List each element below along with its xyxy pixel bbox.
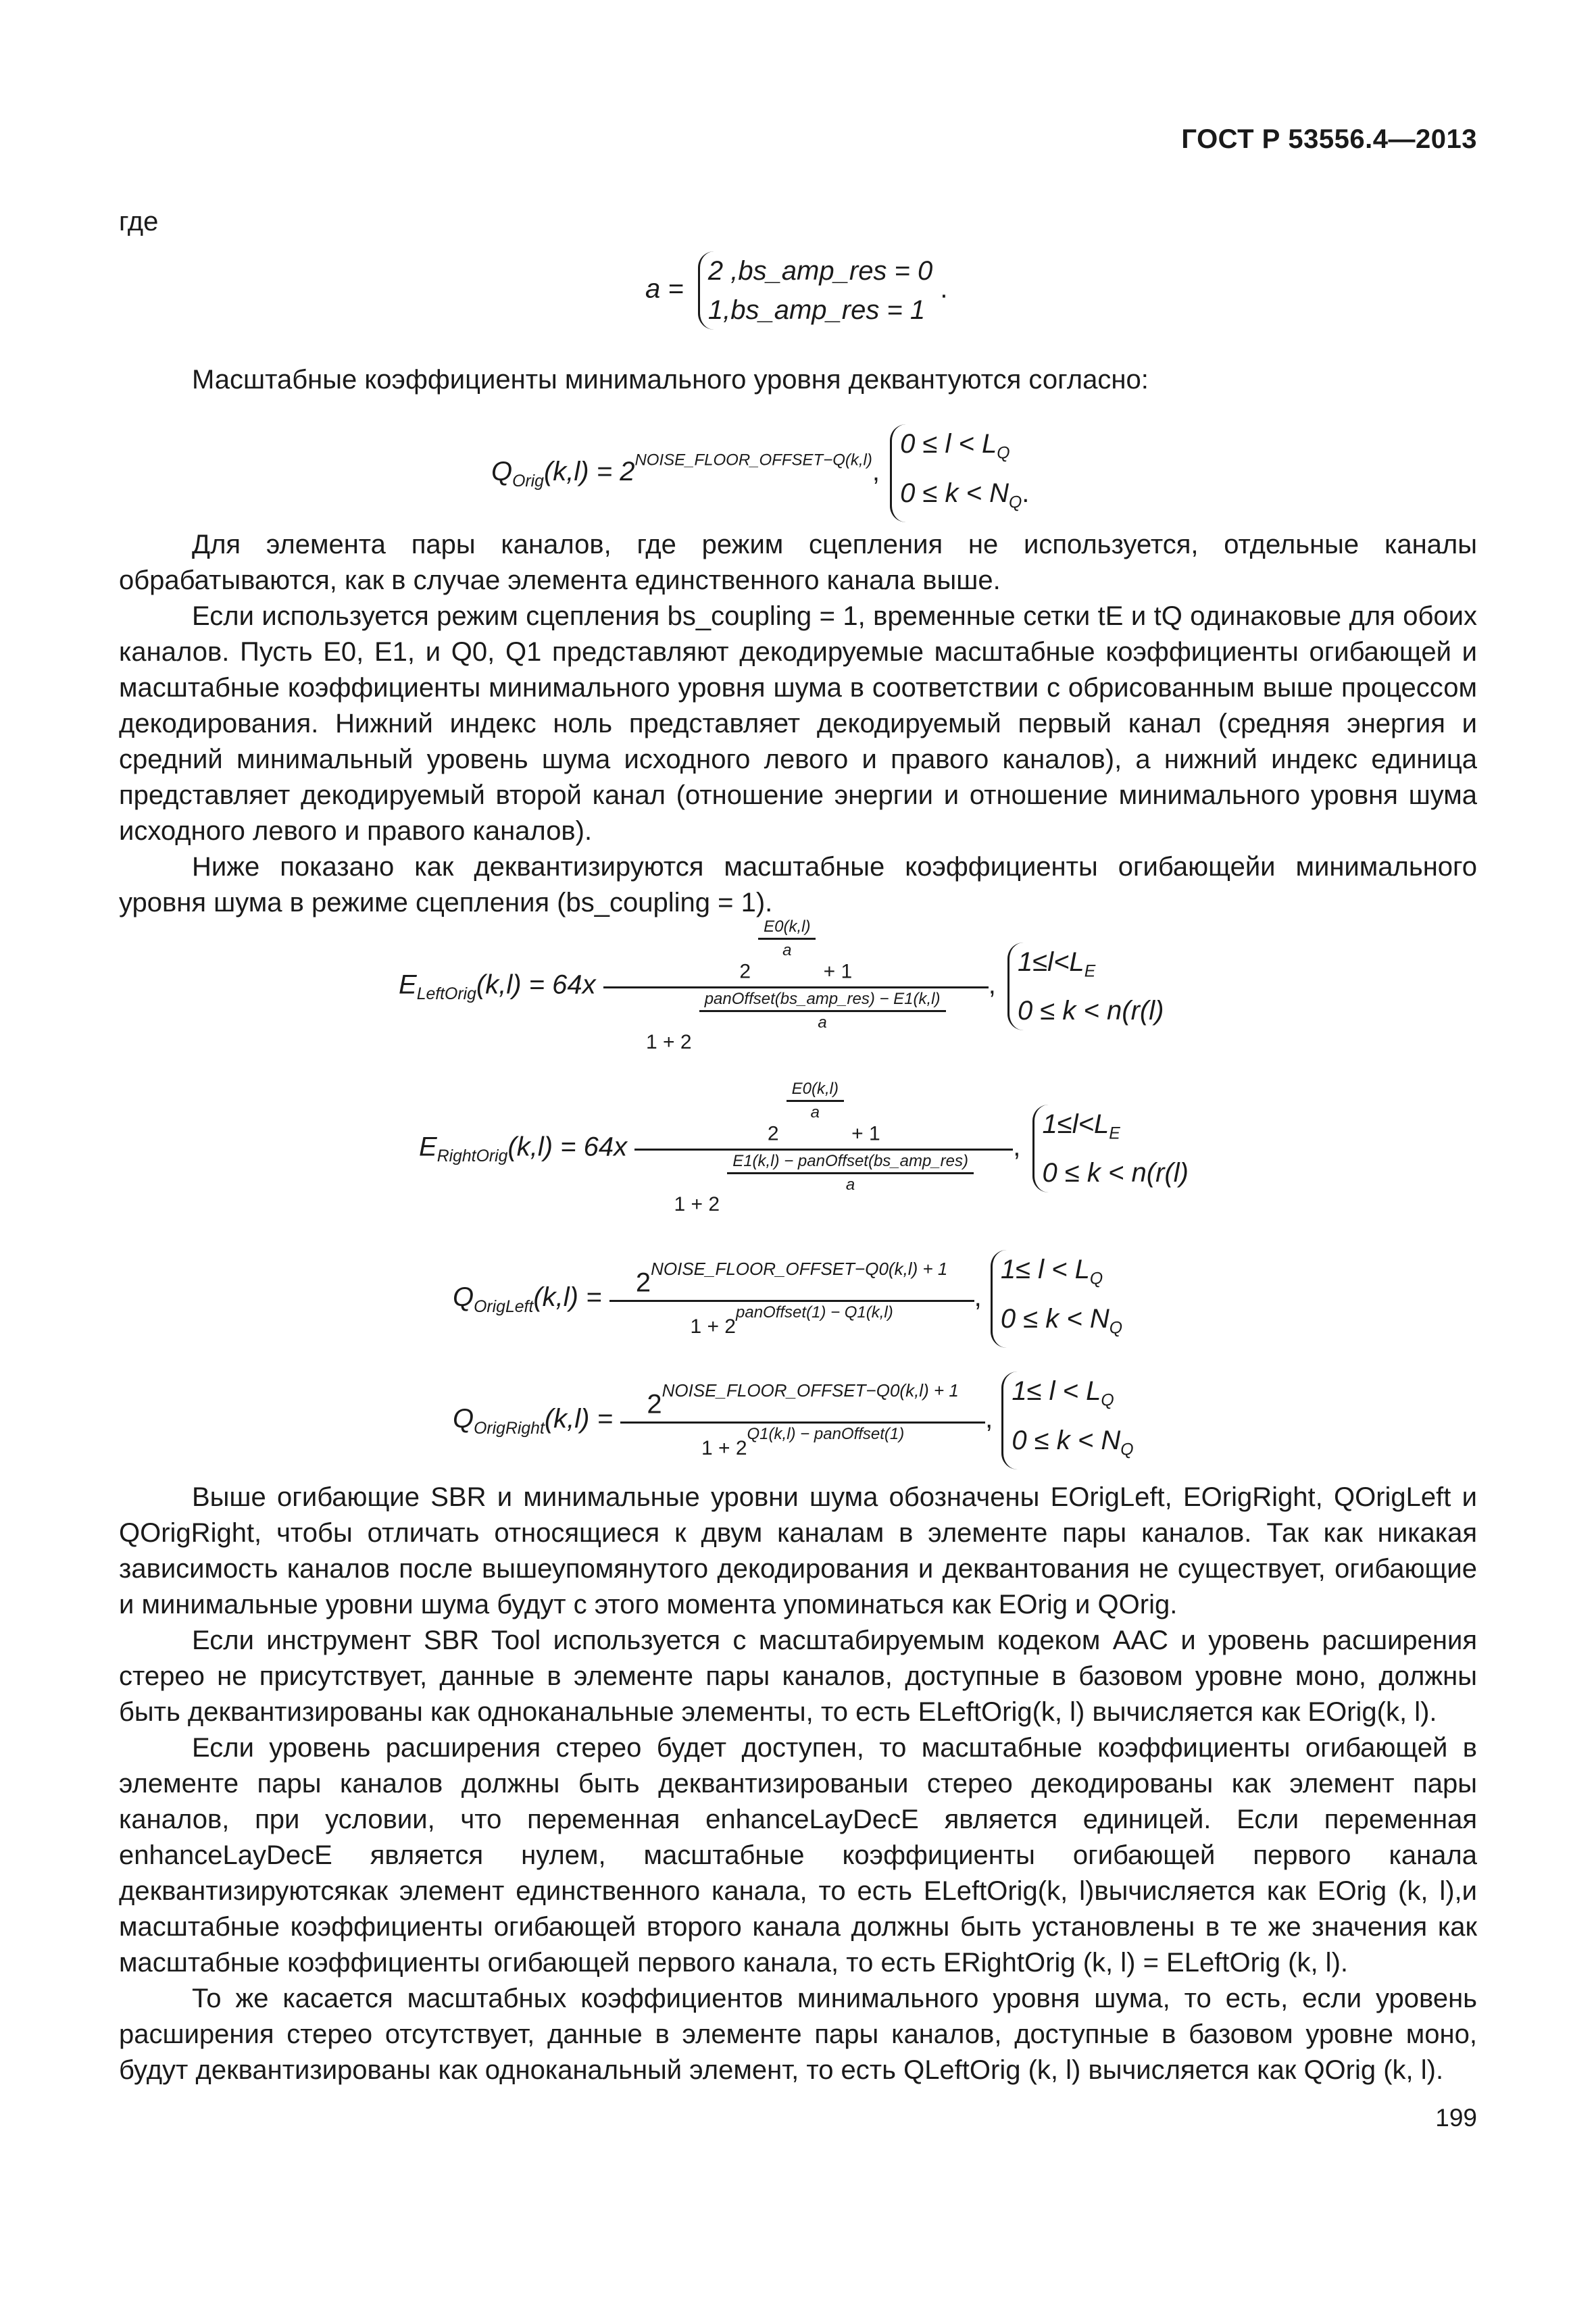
q-left-args: (k,l) = — [533, 1282, 602, 1313]
e-left-num-top: E0(k,l) — [758, 917, 816, 940]
paragraph-block-1 — [119, 527, 1477, 921]
paragraph-8: То же касается масштабных коэффициентов минимального уровня шума, то есть, если уровень расширения стерео отсутствует, данные в элементе пары каналов, доступные в базовом уровне моно, будут деквантизированы как одноканальный элемент, то есть QLeftOrig (k, l) вычисляется как QOrig (k, l). — [119, 1984, 1477, 2085]
q-right-lhs-sub: OrigRight — [474, 1419, 545, 1438]
formula-q-right: $Q_{OrigRight}(k,l)$ = $\frac{2^{NOISE\_FLOOR\_OFFSET-Q0(k,l) + 1}}{1 + 2^{Q1(k,l) - panOffset(1)}}$ , $1\le l < L_Q$ $0 \le k < N_Q$ — [453, 1372, 1134, 1469]
formula-a-case1: 2 ,bs_amp_res = 0 — [707, 256, 933, 286]
e-right-case1: 1≤l<L — [1042, 1109, 1109, 1139]
e-right-num-base: 2 — [767, 1122, 779, 1145]
q-left-case2: 0 ≤ k < N — [1000, 1303, 1109, 1334]
e-left-args: (k,l) = 64x — [476, 970, 596, 1000]
formula-q-case1: 0 ≤ l < L — [900, 429, 997, 459]
e-left-lhs-sub: LeftOrig — [416, 985, 476, 1004]
q-right-lhs: Q — [453, 1404, 474, 1434]
e-right-case1-sub: E — [1109, 1124, 1120, 1143]
e-right-num-a: a — [810, 1103, 820, 1122]
formula-a-end: . — [940, 274, 948, 304]
q-right-den: 1 + 2 — [701, 1436, 747, 1459]
formula-a — [645, 251, 948, 330]
q-right-args: (k,l) = — [544, 1404, 613, 1434]
formula-q-exp: NOISE_FLOOR_OFFSET−Q(k,l) — [634, 451, 872, 470]
e-right-case2: 0 ≤ k < n(r(l) — [1042, 1158, 1189, 1188]
formula-q: $Q_{Orig}(k,l) = 2^{NOISE\_FLOOR\_OFFSET-Q(k,l)}$, $0 \le l < L_Q$ $0 \le k < N_Q$. — [491, 424, 1029, 522]
formula-q-case1-sub: Q — [997, 444, 1010, 463]
formula-q-lhs-sub: Orig — [512, 472, 544, 491]
q-left-num: 2 — [635, 1267, 651, 1298]
q-right-case1: 1≤ l < L — [1012, 1376, 1101, 1406]
e-right-lhs-sub: RightOrig — [437, 1147, 508, 1166]
formula-q-lhs: Q — [491, 457, 513, 487]
paragraph-1-container — [119, 362, 1477, 398]
q-left-lhs-sub: OrigLeft — [474, 1297, 534, 1316]
q-right-den-exp: Q1(k,l) − panOffset(1) — [747, 1424, 905, 1443]
paragraph-3: Если используется режим сцепления bs_coupling = 1, временные сетки tE и tQ одинаковые для обоих каналов. Пусть E0, E1, и Q0, Q1 представляют декодируемые масштабные коэффициенты огибающей и масштабные коэффициенты минимального уровня шума в соответствии с обрисованным выше процессом декодирования. Нижний индекс ноль представляет декодируемый первый канал (средняя энергия и средний минимальный уровень шума исходного левого и правого каналов), а нижний индекс единица представляет декодируемый второй канал (отношение энергии и отношение минимального уровня шума исходного левого и правого каналов). — [119, 601, 1477, 846]
paragraph-6: Если инструмент SBR Tool используется с масштабируемым кодеком AAC и уровень расширения стерео не присутствует, данные в элементе пары каналов, доступные в базовом уровне моно, должны быть деквантизированы как одноканальные элементы, то есть ELeftOrig(k, l) вычисляется как EOrig(k, l). — [119, 1626, 1477, 1727]
e-left-den-exp: panOffset(bs_amp_res) − E1(k,l) — [699, 990, 946, 1012]
e-left-den-a: a — [818, 1013, 827, 1032]
e-right-num-top: E0(k,l) — [787, 1080, 844, 1102]
q-left-den: 1 + 2 — [690, 1315, 736, 1338]
paragraph-4: Ниже показано как деквантизируются масштабные коэффициенты огибающейи минимального уровня шума в режиме сцепления (bs_coupling = 1). — [119, 852, 1477, 917]
e-left-case2: 0 ≤ k < n(r(l) — [1017, 996, 1164, 1026]
intro-word: где — [119, 207, 159, 236]
paragraph-1: Масштабные коэффициенты минимального уровня деквантуются согласно: — [192, 365, 1149, 395]
formula-q-left: $Q_{OrigLeft}(k,l)$ = $\frac{2^{NOISE\_FLOOR\_OFFSET-Q0(k,l) + 1}}{1 + 2^{panOffset(1) - Q1(k,l)}}$ , $1\le l < L_Q$ $0 \le k < N_Q$ — [453, 1250, 1122, 1348]
e-left-den-base: 1 + 2 — [646, 1030, 692, 1053]
formula-a-case2: 1,bs_amp_res = 1 — [707, 295, 926, 325]
formula-e-right: $E_{RightOrig}(k,l) = 64x$ 2 $\frac{E0(k,l)}{a}$ + 1 1 + 2 $\frac{\text{E1(k,l) − panOffset(bs\_amp\_res)}}{a}$ , $1\le l<L_E$ 0 ≤ k < n(r(l) — [419, 1080, 1189, 1215]
document-header: ГОСТ Р 53556.4—2013 — [1181, 124, 1477, 154]
e-right-args: (k,l) = 64x — [507, 1132, 628, 1162]
formula-a-lhs: a = — [645, 274, 684, 304]
q-left-case1: 1≤ l < L — [1000, 1255, 1090, 1284]
e-left-case1: 1≤l<L — [1017, 947, 1084, 977]
e-left-num-base: 2 — [739, 960, 751, 983]
q-left-case1-sub: Q — [1089, 1269, 1103, 1288]
paragraph-2: Для элемента пары каналов, где режим сцепления не используется, отдельные каналы обрабатываются, как в случае элемента единственного канала выше. — [119, 530, 1477, 595]
paragraph-7: Если уровень расширения стерео будет доступен, то масштабные коэффициенты огибающей в элементе пары каналов должны быть деквантизированыи стерео декодированы как элемент пары каналов, при условии, что переменная enhanceLayDecE является единицей. Если переменная enhanceLayDecE является нулем, масштабные коэффициенты огибающей первого канала деквантизируютсякак элемент единственного канала, то есть ELeftOrig(k, l)вычисляется как EOrig (k, l),и масштабные коэффициенты огибающей второго канала должны быть установлены в те же значения как масштабные коэффициенты огибающей первого канала, то есть ERightOrig (k, l) = ELeftOrig (k, l). — [119, 1733, 1477, 1978]
e-left-case1-sub: E — [1084, 962, 1096, 981]
e-left-lhs: E — [399, 970, 417, 1000]
page-number: 199 — [1435, 2104, 1477, 2132]
q-left-lhs: Q — [453, 1282, 474, 1313]
paragraph-5: Выше огибающие SBR и минимальные уровни шума обозначены EOrigLeft, EOrigRight, QOrigLeft и QOrigRight, чтобы отличать относящиеся к двум каналам в элементе пары каналов. Так как никакая зависимость каналов после вышеупомянутого декодирования и деквантования не существует, огибающие и минимальные уровни шума будут с этого момента упоминаться как EOrig и QOrig. — [119, 1482, 1477, 1619]
e-right-den-base: 1 + 2 — [674, 1192, 720, 1215]
q-right-case2: 0 ≤ k < N — [1012, 1425, 1121, 1455]
e-right-num-plus: + 1 — [851, 1122, 880, 1145]
e-right-den-exp: E1(k,l) − panOffset(bs_amp_res) — [727, 1152, 974, 1174]
q-right-num: 2 — [647, 1389, 662, 1419]
formula-q-case2-sub: Q — [1009, 493, 1022, 512]
q-right-case1-sub: Q — [1101, 1391, 1114, 1410]
q-right-num-exp: NOISE_FLOOR_OFFSET−Q0(k,l) + 1 — [662, 1380, 959, 1401]
paragraph-block-2 — [119, 1480, 1477, 2088]
e-right-lhs: E — [419, 1132, 437, 1162]
e-left-num-plus: + 1 — [823, 960, 853, 983]
formula-e-left: $E_{LeftOrig}(k,l) = 64x$ 2 $\frac{E0(k,l)}{a}$ + 1 1 + 2 $\frac{\text{panOffset(bs\_amp\_res) − E1(k,l)}}{a}$ , $1\le l<L_E$ 0 ≤ k < n(r(l) — [399, 917, 1164, 1053]
formula-q-args: (k,l) = 2 — [543, 457, 635, 487]
formula-q-case2: 0 ≤ k < N — [900, 478, 1009, 508]
q-left-num-exp: NOISE_FLOOR_OFFSET−Q0(k,l) + 1 — [651, 1258, 948, 1279]
q-right-case2-sub: Q — [1120, 1440, 1134, 1459]
q-left-den-exp: panOffset(1) − Q1(k,l) — [736, 1303, 893, 1322]
e-left-num-a: a — [782, 941, 792, 959]
q-left-case2-sub: Q — [1109, 1319, 1123, 1338]
e-right-den-a: a — [845, 1175, 855, 1194]
